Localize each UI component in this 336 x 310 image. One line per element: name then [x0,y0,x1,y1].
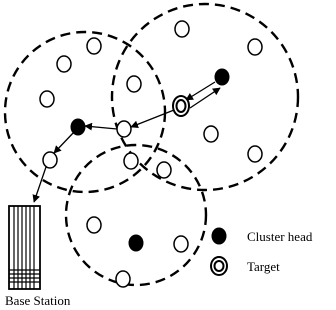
base-station-label: Base Station [5,293,71,308]
sensor-node [87,38,101,54]
sensor-nodes [40,21,262,287]
sensor-node [157,162,171,178]
cluster-boundary-left [5,32,165,192]
sensor-node [127,76,141,92]
sensor-node [57,56,71,72]
relay-node [43,152,57,168]
sensor-node [204,126,218,142]
sensor-node [248,146,262,162]
target-node [173,96,189,116]
legend-cluster-head-icon [212,228,226,244]
sensor-node [174,236,188,252]
sensor-node [116,271,130,287]
arrow-relay-to-head [85,126,117,129]
legend [211,228,313,275]
arrow-relay-to-base [34,167,46,202]
legend-target-icon [211,257,227,275]
sensor-node [175,21,189,37]
sensor-node [87,217,101,233]
arrow-head-to-relay [54,131,75,153]
arrow-target-to-head [190,88,220,108]
legend-target-label: Target [247,259,280,274]
sensor-node [124,153,138,169]
cluster-head-node [129,235,143,251]
arrow-head-to-target [186,82,215,100]
relay-node [117,121,131,137]
base-station-icon [9,206,40,289]
cluster-head-node [71,119,85,135]
arrow-target-to-relay [131,110,174,127]
legend-cluster-head-label: Cluster head [247,229,313,244]
sensor-node [248,39,262,55]
sensor-node [40,91,54,107]
routing-arrows [34,82,220,202]
cluster-head-node [215,69,229,85]
cluster-boundary-right [112,4,298,190]
